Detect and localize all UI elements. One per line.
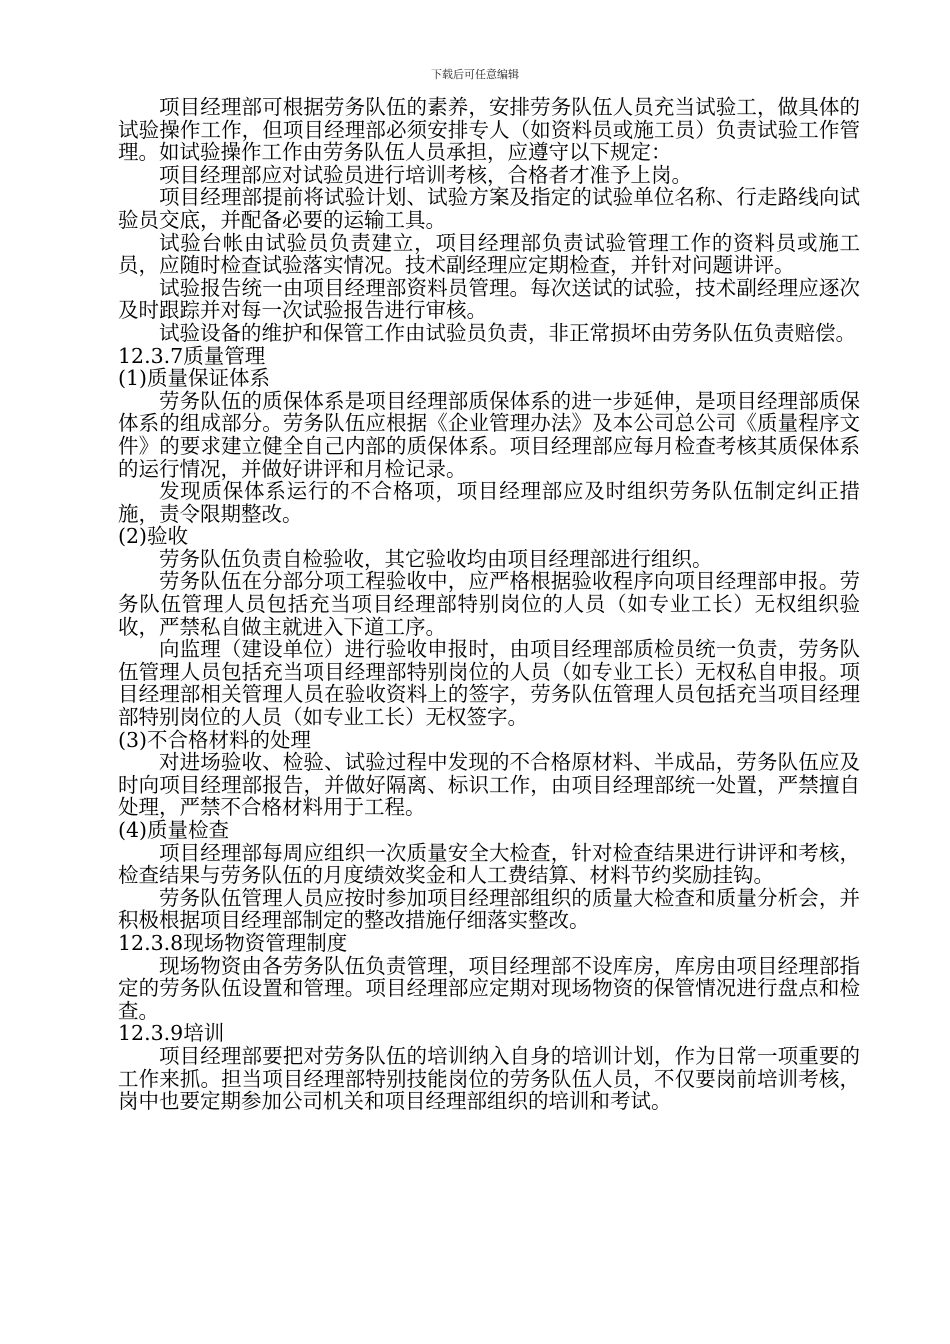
subheading-quality-inspection: (4)质量检查 bbox=[118, 818, 230, 842]
paragraph-tester-training: 项目经理部应对试验员进行培训考核，合格者才准予上岗。 bbox=[159, 162, 692, 187]
section-heading-training: 12.3.9培训 bbox=[118, 1021, 225, 1046]
page-header: 下载后可任意编辑 bbox=[431, 68, 519, 81]
paragraph-quality-system: 劳务队伍的质保体系是项目经理部质保体系的进一步延伸，是项目经理部质保体系的组成部分。劳务队伍应根据《企业管理办法》及本公司总公司《质量程序文件》的要求建立健全自己内部的质保体系。项目经理部应每月检查考核其质保体系的运行情况，并做好讲评和月检记录。 bbox=[118, 388, 860, 481]
paragraph-nonconforming-material: 对进场验收、检验、试验过程中发现的不合格原材料、半成品，劳务队伍应及时向项目经理部报告，并做好隔离、标识工作，由项目经理部统一处置，严禁擅自处理，严禁不合格材料用于工程。 bbox=[118, 750, 860, 820]
paragraph-supervision-application: 向监理（建设单位）进行验收申报时，由项目经理部质检员统一负责，劳务队伍管理人员包括充当项目经理部特别岗位的人员（如专业工长）无权私自申报。项目经理部相关管理人员在验收资料上的签字，劳务队伍管理人员包括充当项目经理部特别岗位的人员（如专业工长）无权签字。 bbox=[118, 637, 860, 730]
paragraph-test-equipment: 试验设备的维护和保管工作由试验员负责，非正常损坏由劳务队伍负责赔偿。 bbox=[159, 320, 856, 345]
subheading-acceptance: (2)验收 bbox=[118, 524, 189, 549]
section-heading-material-management: 12.3.8现场物资管理制度 bbox=[118, 930, 348, 955]
paragraph-inspection-participation: 劳务队伍管理人员应按时参加项目经理部组织的质量大检查和质量分析会，并积极根据项目经理部制定的整改措施仔细落实整改。 bbox=[118, 885, 860, 933]
paragraph-test-report: 试验报告统一由项目经理部资料员管理。每次送试的试验，技术副经理应逐次及时跟踪并对每一次试验报告进行审核。 bbox=[118, 275, 860, 323]
paragraph-test-plan-briefing: 项目经理部提前将试验计划、试验方案及指定的试验单位名称、行走路线向试验员交底，并配备必要的运输工具。 bbox=[118, 185, 860, 232]
paragraph-test-staffing: 项目经理部可根据劳务队伍的素养，安排劳务队伍人员充当试验工，做具体的试验操作工作，但项目经理部必须安排专人（如资料员或施工员）负责试验工作管理。如试验操作工作由劳务队伍人员承担，应遵守以下规定： bbox=[118, 95, 860, 165]
paragraph-weekly-inspection: 项目经理部每周应组织一次质量安全大检查，针对检查结果进行讲评和考核，检查结果与劳务队伍的月度绩效奖金和人工费结算、材料节约奖励挂钩。 bbox=[118, 840, 860, 888]
document-body bbox=[118, 96, 860, 1113]
subheading-quality-assurance-system: (1)质量保证体系 bbox=[118, 366, 271, 391]
paragraph-self-inspection: 劳务队伍负责自检验收，其它验收均由项目经理部进行组织。 bbox=[159, 546, 713, 571]
paragraph-test-ledger: 试验台帐由试验员负责建立，项目经理部负责试验管理工作的资料员或施工员，应随时检查试验落实情况。技术副经理应定期检查，并针对问题讲评。 bbox=[118, 230, 860, 278]
section-heading-quality-management: 12.3.7质量管理 bbox=[118, 343, 266, 368]
paragraph-material-management: 现场物资由各劳务队伍负责管理，项目经理部不设库房，库房由项目经理部指定的劳务队伍设置和管理。项目经理部应定期对现场物资的保管情况进行盘点和检查。 bbox=[118, 953, 860, 1023]
paragraph-training: 项目经理部要把对劳务队伍的培训纳入自身的培训计划，作为日常一项重要的工作来抓。担当项目经理部特别技能岗位的劳务队伍人员，不仅要岗前培训考核，岗中也要定期参加公司机关和项目经理部组织的培训和考试。 bbox=[118, 1043, 860, 1114]
subheading-nonconforming-material: (3)不合格材料的处理 bbox=[118, 727, 312, 752]
paragraph-acceptance-application: 劳务队伍在分部分项工程验收中，应严格根据验收程序向项目经理部申报。劳务队伍管理人员包括充当项目经理部特别岗位的人员（如专业工长）无权组织验收，严禁私自做主就进入下道工序。 bbox=[118, 569, 860, 639]
paragraph-nonconformity-correction: 发现质保体系运行的不合格项，项目经理部应及时组织劳务队伍制定纠正措施，责令限期整改。 bbox=[118, 479, 860, 526]
